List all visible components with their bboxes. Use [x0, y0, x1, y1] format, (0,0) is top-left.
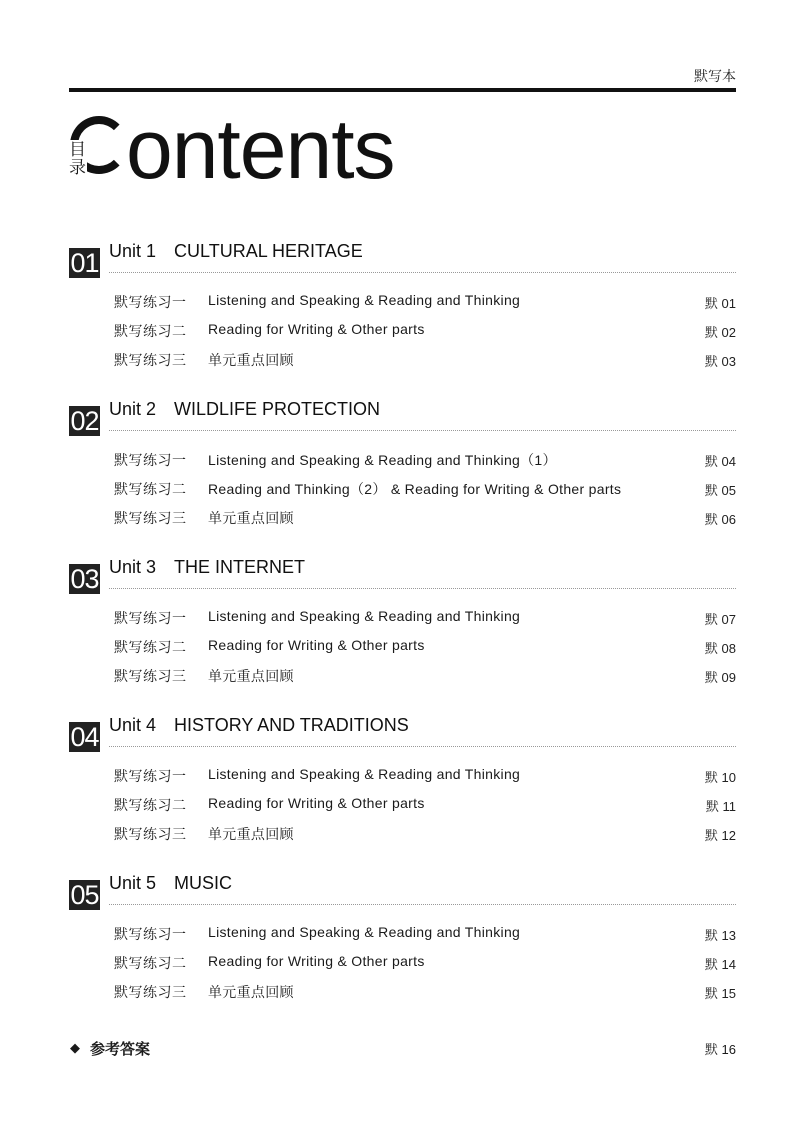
page-number: 默 12	[704, 828, 736, 843]
toc-entry[interactable]	[69, 321, 736, 350]
unit-label: Unit 3	[109, 557, 157, 577]
toc-entry[interactable]	[69, 450, 736, 479]
exercise-label: 默写练习一	[114, 294, 187, 310]
toc-entry[interactable]	[69, 292, 736, 321]
exercise-label: 默写练习一	[114, 768, 187, 784]
exercise-description: 单元重点回顾	[208, 510, 294, 526]
exercise-description: 单元重点回顾	[208, 668, 294, 684]
exercise-description: Reading for Writing & Other parts	[208, 321, 425, 337]
answers-page: 默 16	[704, 1042, 736, 1057]
unit-name: HISTORY AND TRADITIONS	[174, 715, 409, 735]
page-number: 默 10	[704, 770, 736, 785]
exercise-label: 默写练习二	[114, 955, 187, 971]
unit-name: THE INTERNET	[174, 557, 306, 577]
exercise-description: Listening and Speaking & Reading and Thinking（1）	[208, 452, 557, 468]
unit-label: Unit 2	[109, 399, 157, 419]
unit-section	[69, 873, 736, 1011]
toc-entry[interactable]	[69, 350, 736, 379]
exercise-label: 默写练习三	[114, 826, 187, 842]
toc-entry[interactable]	[69, 637, 736, 666]
exercise-label: 默写练习一	[114, 926, 187, 942]
toc-entry[interactable]	[69, 508, 736, 537]
unit-label: Unit 5	[109, 873, 157, 893]
toc-entry[interactable]	[69, 924, 736, 953]
page-number: 默 03	[704, 354, 736, 369]
unit-section	[69, 241, 736, 379]
unit-number-badge: 02	[70, 406, 99, 436]
diamond-icon: ◆	[70, 1040, 80, 1055]
unit-heading	[69, 557, 736, 608]
page-number: 默 01	[704, 296, 736, 311]
answers-label: 参考答案	[90, 1041, 151, 1058]
unit-heading	[69, 241, 736, 292]
exercise-label: 默写练习三	[114, 352, 187, 368]
exercise-description: 单元重点回顾	[208, 352, 294, 368]
page-number: 默 15	[704, 986, 736, 1001]
page-number: 默 09	[704, 670, 736, 685]
unit-heading	[69, 873, 736, 924]
answers-entry[interactable]	[69, 1038, 736, 1058]
exercise-description: Listening and Speaking & Reading and Thinking	[208, 608, 521, 624]
toc-entry[interactable]	[69, 982, 736, 1011]
page-number: 默 04	[704, 454, 736, 469]
mulu-label: 目录	[69, 140, 86, 177]
toc-entry[interactable]	[69, 479, 736, 508]
page-number: 默 02	[704, 325, 736, 340]
unit-heading	[69, 715, 736, 766]
unit-section	[69, 399, 736, 537]
exercise-label: 默写练习一	[114, 610, 187, 626]
unit-name: WILDLIFE PROTECTION	[174, 399, 381, 419]
page-number: 默 11	[705, 799, 736, 814]
unit-title[interactable]	[109, 557, 305, 578]
page-number: 默 14	[704, 957, 736, 972]
unit-heading	[69, 399, 736, 450]
unit-label: Unit 4	[109, 715, 157, 735]
exercise-label: 默写练习二	[114, 639, 187, 655]
unit-title[interactable]	[109, 399, 380, 420]
exercise-label: 默写练习一	[114, 452, 187, 468]
dotted-rule	[109, 904, 736, 905]
exercise-label: 默写练习三	[114, 510, 187, 526]
page-number: 默 08	[704, 641, 736, 656]
exercise-description: Listening and Speaking & Reading and Thinking	[208, 766, 521, 782]
toc-entry[interactable]	[69, 824, 736, 853]
unit-title[interactable]	[109, 715, 409, 736]
exercise-description: Reading and Thinking（2） & Reading for Writing & Other parts	[208, 481, 622, 497]
page-number: 默 06	[704, 512, 736, 527]
header-tag: 默写本	[694, 68, 736, 84]
unit-name: MUSIC	[174, 873, 233, 893]
dotted-rule	[109, 272, 736, 273]
exercise-label: 默写练习三	[114, 668, 187, 684]
unit-title[interactable]	[109, 873, 232, 894]
top-rule	[69, 88, 736, 92]
exercise-description: 单元重点回顾	[208, 984, 294, 1000]
exercise-description: 单元重点回顾	[208, 826, 294, 842]
toc-entry[interactable]	[69, 666, 736, 695]
unit-number-badge: 01	[70, 248, 99, 278]
page-number: 默 13	[704, 928, 736, 943]
toc-entry[interactable]	[69, 766, 736, 795]
unit-title[interactable]	[109, 241, 363, 262]
toc-entry[interactable]	[69, 795, 736, 824]
exercise-description: Reading for Writing & Other parts	[208, 637, 425, 653]
unit-name: CULTURAL HERITAGE	[174, 241, 363, 261]
exercise-description: Reading for Writing & Other parts	[208, 953, 425, 969]
unit-number-badge: 04	[70, 722, 99, 752]
unit-label: Unit 1	[109, 241, 157, 261]
unit-number-badge: 05	[70, 880, 99, 910]
toc-entry[interactable]	[69, 953, 736, 982]
exercise-description: Reading for Writing & Other parts	[208, 795, 425, 811]
exercise-label: 默写练习二	[114, 323, 187, 339]
exercise-label: 默写练习二	[114, 797, 187, 813]
dotted-rule	[109, 746, 736, 747]
unit-section	[69, 715, 736, 853]
exercise-label: 默写练习三	[114, 984, 187, 1000]
exercise-description: Listening and Speaking & Reading and Thinking	[208, 924, 521, 940]
toc-entry[interactable]	[69, 608, 736, 637]
unit-number-badge: 03	[70, 564, 99, 594]
page-number: 默 07	[704, 612, 736, 627]
dotted-rule	[109, 588, 736, 589]
dotted-rule	[109, 430, 736, 431]
page-number: 默 05	[704, 483, 736, 498]
exercise-label: 默写练习二	[114, 481, 187, 497]
contents-word: ontents	[126, 102, 395, 196]
exercise-description: Listening and Speaking & Reading and Thinking	[208, 292, 521, 308]
unit-section	[69, 557, 736, 695]
